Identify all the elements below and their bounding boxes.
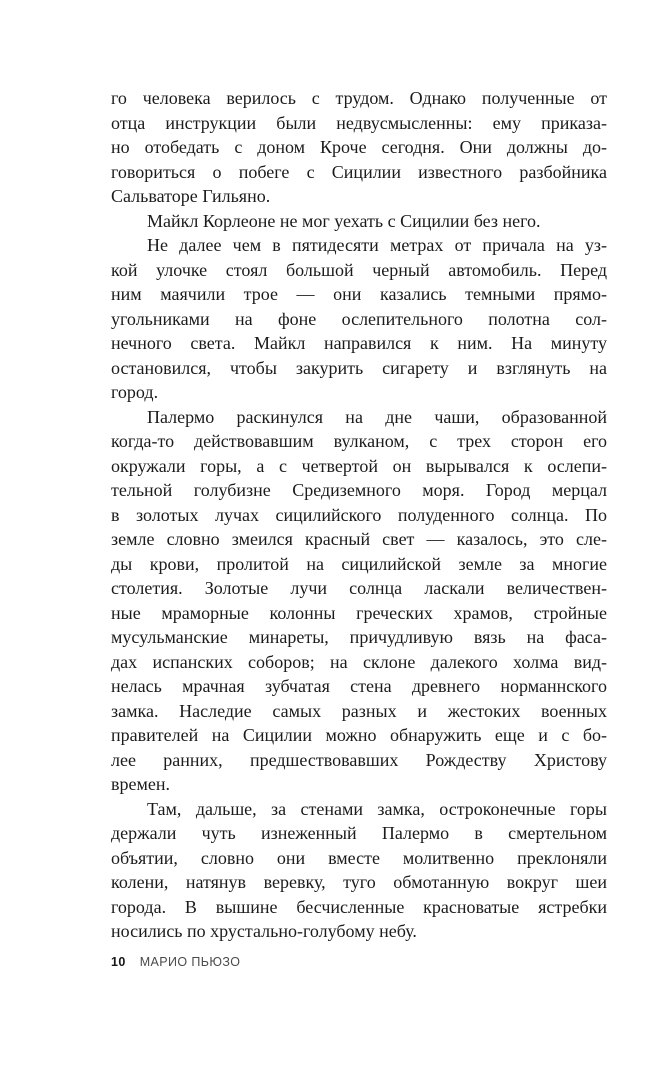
text-line: времен. <box>111 774 171 794</box>
page-text <box>111 86 607 944</box>
text-line: ним маячили трое — они казались темными прямо- <box>111 284 607 304</box>
text-line: замка. Наследие самых разных и жестоких военных <box>111 700 607 721</box>
text-line: носились по хрустально-голубому небу. <box>111 921 417 941</box>
text-line: колени, натянув веревку, туго обмотанную вокруг шеи <box>111 872 607 892</box>
text-line: город. <box>111 382 159 402</box>
text-line: го человека верилось с трудом. Однако полученные от <box>111 88 607 108</box>
text-line: ды крови, пролитой на сицилийской земле за многие <box>111 553 607 574</box>
running-title: МАРИО ПЬЮЗО <box>139 955 241 969</box>
text-line: окружали горы, а с четвертой он вырывался к ослепи- <box>111 455 607 476</box>
text-line: нечного света. Майкл направился к ним. На минуту <box>111 333 607 353</box>
text-line: отца инструкции были недвусмысленны: ему приказа- <box>111 112 607 133</box>
page-footer <box>111 955 240 969</box>
text-line: нелась мрачная зубчатая стена древнего норманнского <box>111 676 607 696</box>
text-line: тельной голубизне Средиземного моря. Город мерцал <box>111 480 607 500</box>
text-line: мусульманские минареты, причудливую вязь на фаса- <box>111 627 607 647</box>
text-line: лее ранних, предшествовавших Рождеству Христову <box>111 749 607 770</box>
paragraph <box>111 797 607 944</box>
text-line: когда-то действовавшим вулканом, с трех сторон его <box>111 431 607 451</box>
text-line: кой улочке стоял большой черный автомобиль. Перед <box>111 259 607 280</box>
text-line: дах испанских соборов; на склоне далекого холма вид- <box>111 651 607 672</box>
page-number: 10 <box>111 955 126 969</box>
text-line: держали чуть изнеженный Палермо в смертельном <box>111 823 607 843</box>
text-line: в золотых лучах сицилийского полуденного солнца. По <box>111 504 607 525</box>
text-line: Майкл Корлеоне не мог уехать с Сицилии без него. <box>147 210 541 231</box>
paragraph <box>111 405 607 797</box>
text-line: столетия. Золотые лучи солнца ласкали величествен- <box>111 578 607 598</box>
text-line: угольниками на фоне ослепительного полотна сол- <box>111 308 607 329</box>
text-line: Палермо раскинулся на дне чаши, образованной <box>147 406 607 427</box>
text-line: объятии, словно они вместе молитвенно преклоняли <box>111 847 607 868</box>
text-line: земле словно змеился красный свет — казалось, это сле- <box>111 529 607 549</box>
paragraph <box>111 209 607 234</box>
text-line: говориться о побеге с Сицилии известного разбойника <box>111 161 607 182</box>
text-line: остановился, чтобы закурить сигарету и взглянуть на <box>111 357 607 378</box>
text-line: Не далее чем в пятидесяти метрах от причала на уз- <box>147 235 607 255</box>
text-line: но отобедать с доном Кроче сегодня. Они должны до- <box>111 137 607 157</box>
text-line: Там, дальше, за стенами замка, остроконечные горы <box>147 798 607 819</box>
text-line: города. В вышине бесчисленные красноватые ястребки <box>111 896 607 917</box>
paragraph <box>111 86 607 209</box>
paragraph <box>111 233 607 405</box>
text-line: Сальваторе Гильяно. <box>111 186 271 206</box>
text-line: ные мраморные колонны греческих храмов, стройные <box>111 602 607 623</box>
text-line: правителей на Сицилии можно обнаружить еще и с бо- <box>111 725 607 745</box>
